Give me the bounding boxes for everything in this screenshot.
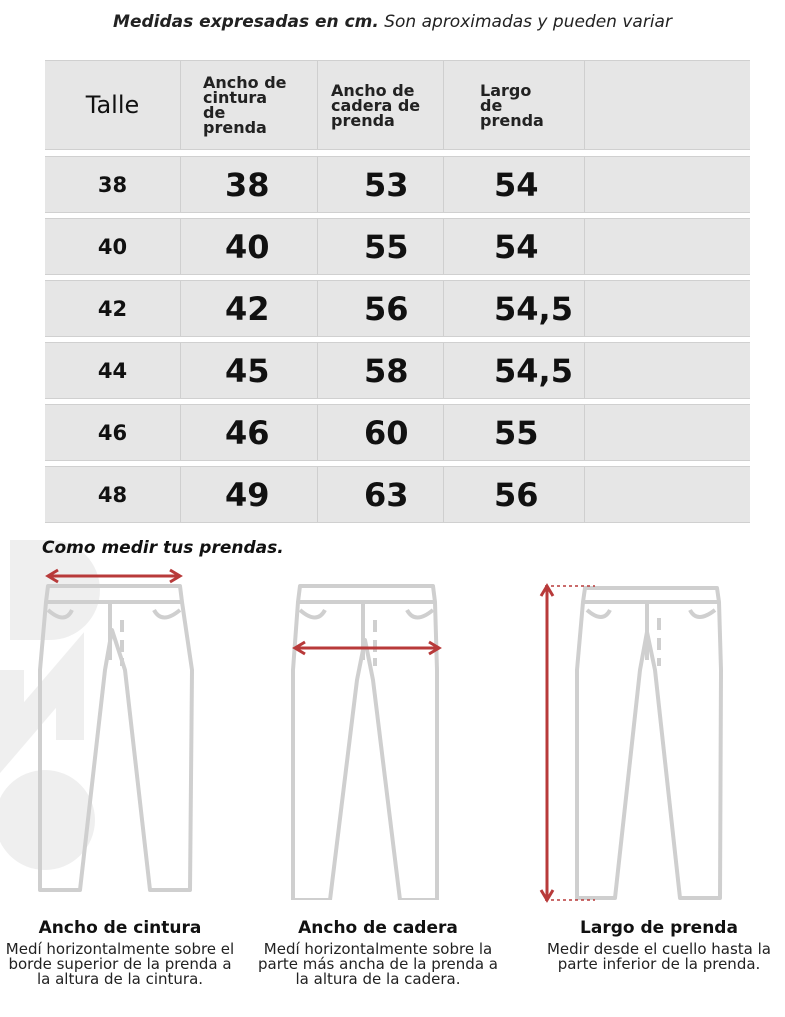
pants-icon [30,560,210,900]
length-value: 54 [444,157,585,212]
page-header [0,12,785,32]
size-label: 48 [45,467,181,522]
arrow-vertical-icon [541,586,595,900]
col-header-talle: Talle [45,61,181,149]
size-table [45,60,750,528]
hip-figure [285,560,450,900]
guide-description: Medí horizontalmente sobre el borde superior de la prenda a la altura de la cintura. [5,940,235,988]
col-header-cintura: Ancho de cintura de prenda [181,61,318,149]
arrow-horizontal-icon [48,570,180,582]
hip-value: 60 [318,405,444,460]
col-header-largo: Largo de prenda [444,61,585,149]
size-label: 38 [45,157,181,212]
size-label: 46 [45,405,181,460]
guide-title: Largo de prenda [580,918,738,938]
guide-waist [0,918,240,987]
howto-title: Como medir tus prendas. [42,538,284,558]
hip-value: 58 [318,343,444,398]
waist-value: 49 [181,467,318,522]
table-row [45,218,750,275]
empty-cell [585,467,750,522]
table-row [45,156,750,213]
size-label: 44 [45,343,181,398]
waist-value: 45 [181,343,318,398]
waist-value: 42 [181,281,318,336]
waist-value: 40 [181,219,318,274]
guide-title: Ancho de cintura [38,918,202,938]
col-header-empty [585,61,750,149]
pants-icon [535,560,730,905]
header-rest: Son aproximadas y pueden variar [384,12,672,32]
length-value: 55 [444,405,585,460]
size-label: 40 [45,219,181,274]
table-row [45,404,750,461]
waist-figure [30,560,210,900]
size-label: 42 [45,281,181,336]
length-value: 54 [444,219,585,274]
waist-value: 38 [181,157,318,212]
table-row [45,342,750,399]
table-header-row [45,60,750,150]
guide-hip [258,918,498,987]
waist-value: 46 [181,405,318,460]
length-figure [535,560,730,905]
guide-description: Medir desde el cuello hasta la parte inferior de la prenda. [546,940,772,973]
empty-cell [585,405,750,460]
empty-cell [585,343,750,398]
hip-value: 55 [318,219,444,274]
table-row [45,466,750,523]
hip-value: 56 [318,281,444,336]
guide-length [539,918,779,972]
table-row [45,280,750,337]
empty-cell [585,281,750,336]
header-bold: Medidas expresadas en cm. [113,12,379,32]
guide-description: Medí horizontalmente sobre la parte más ancha de la prenda a la altura de la cadera. [258,940,498,988]
length-value: 56 [444,467,585,522]
hip-value: 53 [318,157,444,212]
col-header-cadera: Ancho de cadera de prenda [318,61,444,149]
length-value: 54,5 [444,281,585,336]
guide-title: Ancho de cadera [298,918,458,938]
pants-icon [285,560,450,900]
empty-cell [585,219,750,274]
hip-value: 63 [318,467,444,522]
length-value: 54,5 [444,343,585,398]
empty-cell [585,157,750,212]
